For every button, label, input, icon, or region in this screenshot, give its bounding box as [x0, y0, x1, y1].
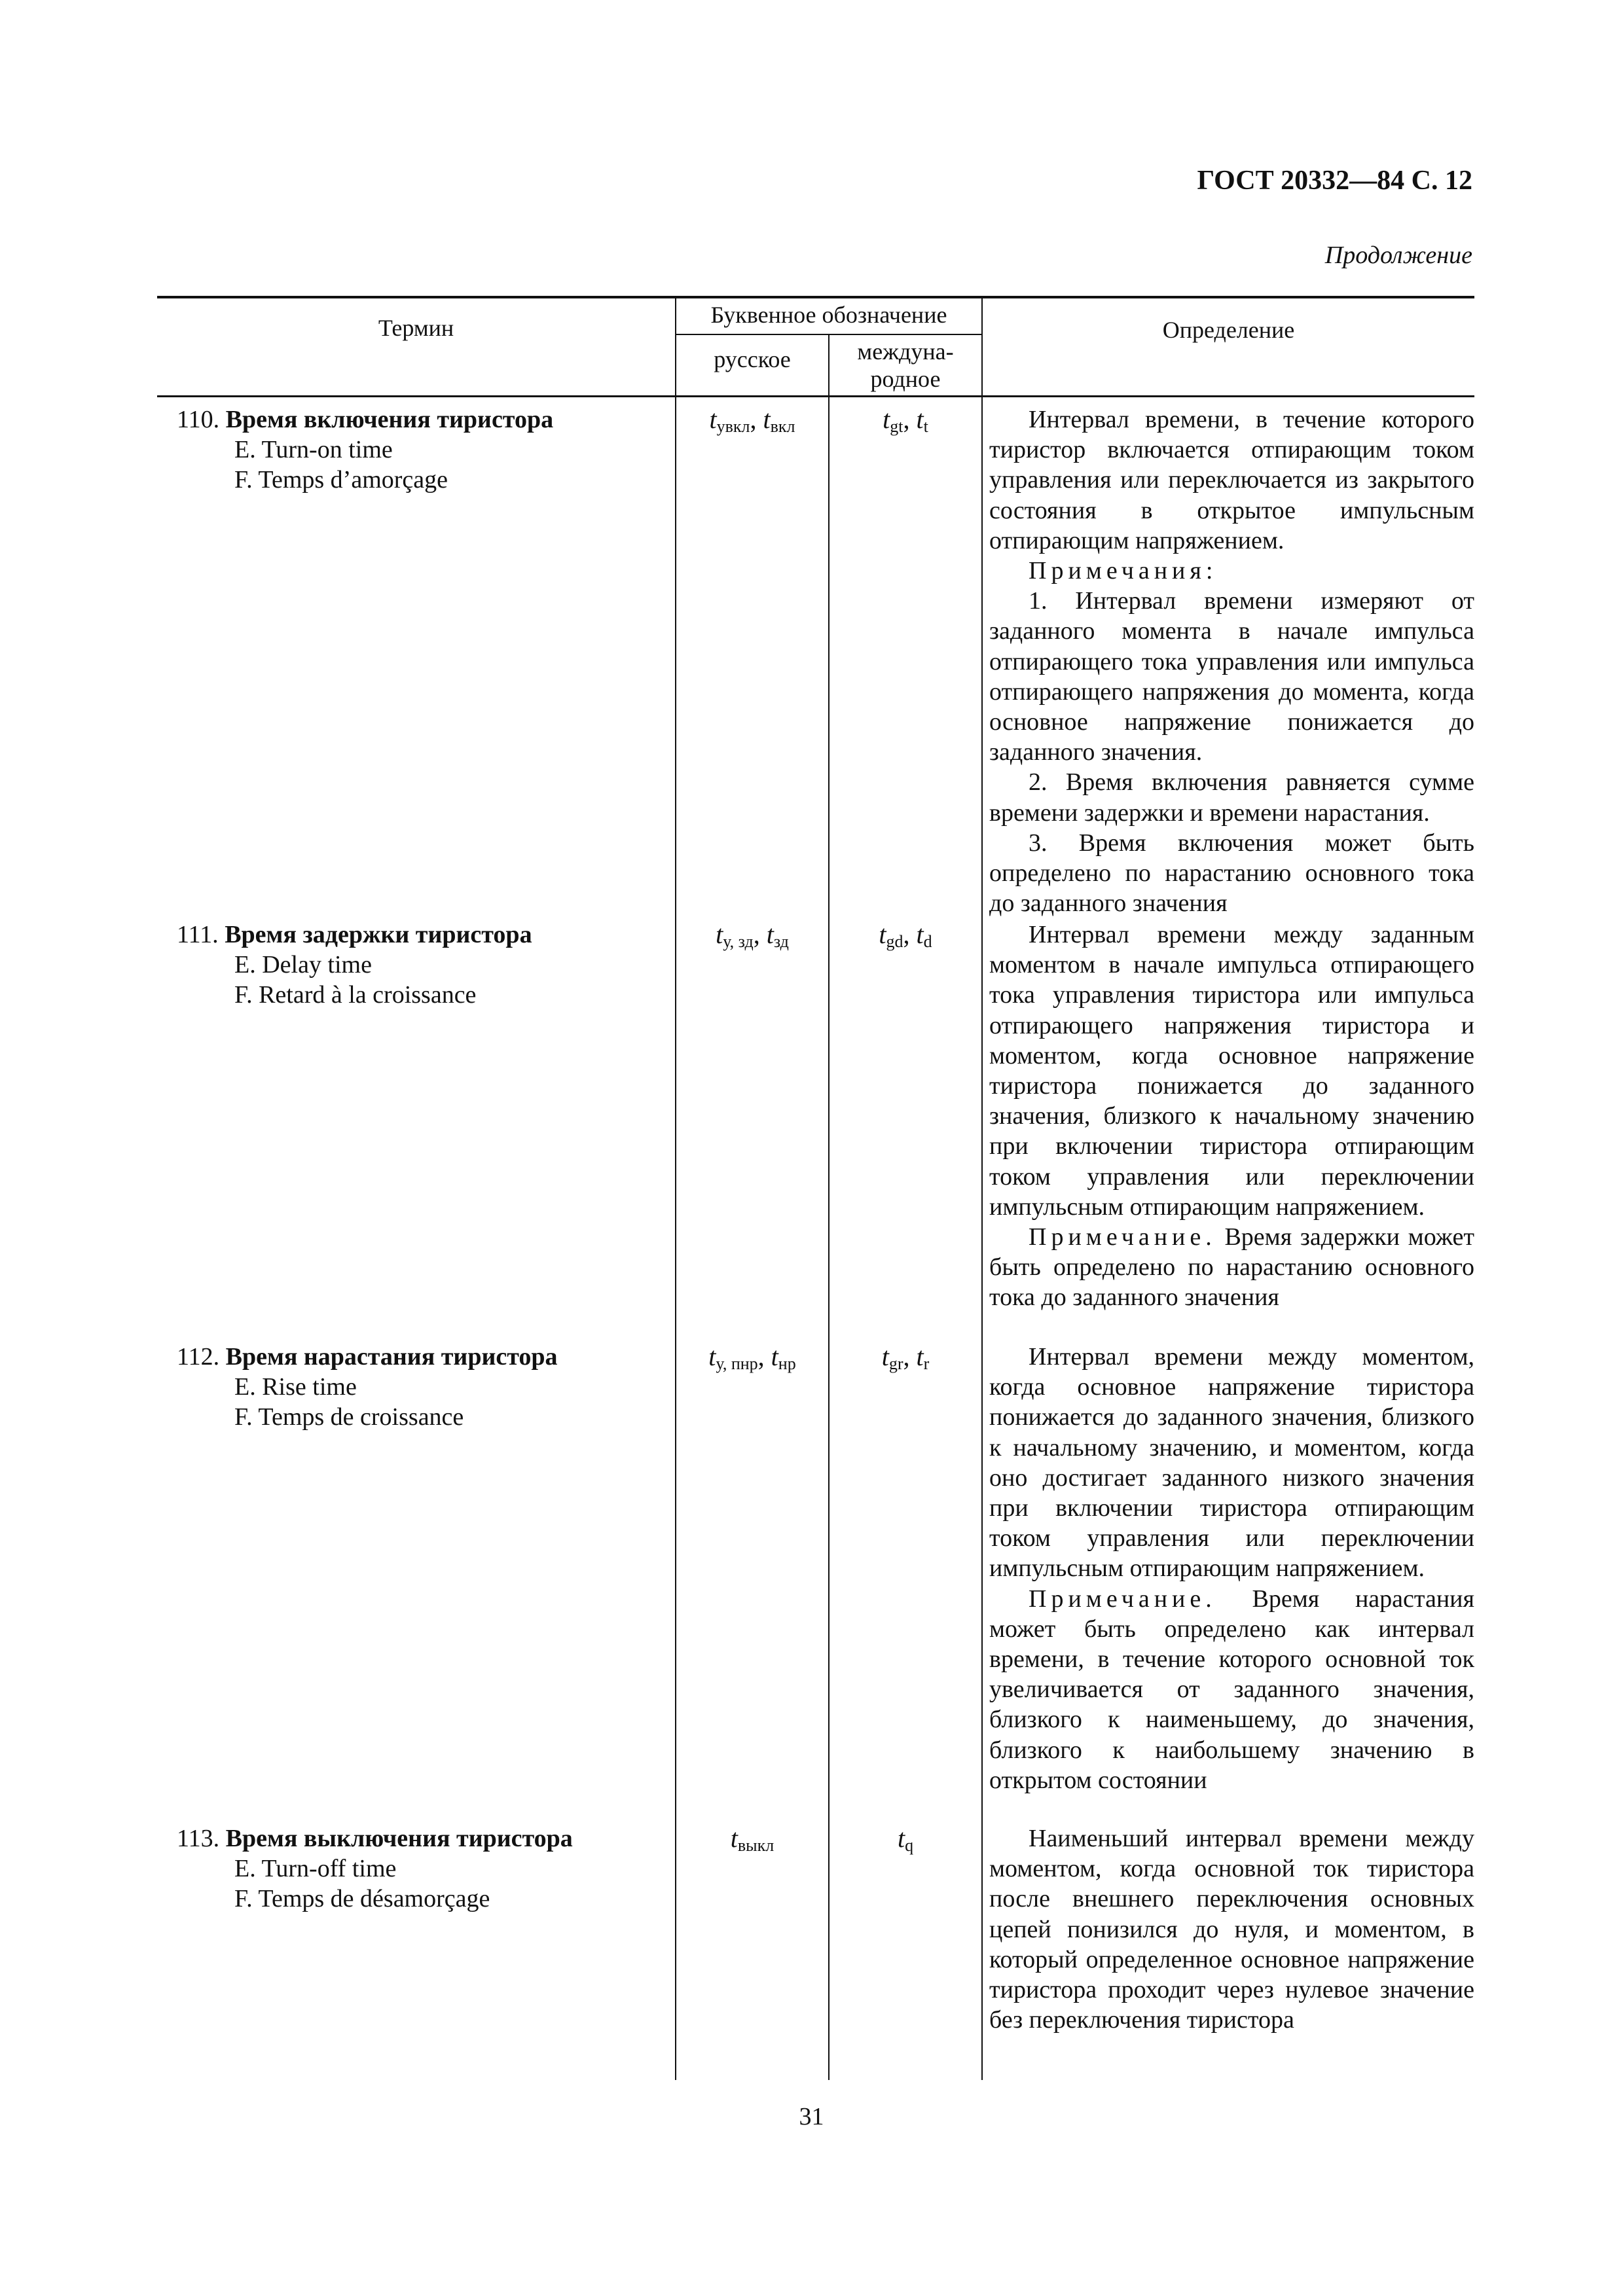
notes-heading: Примечания:: [1029, 557, 1218, 585]
column-divider-1: [675, 296, 676, 2080]
term-french: F. Temps de croissance: [234, 1403, 464, 1431]
term-cell: [177, 404, 674, 495]
term-french: F. Temps d’amorçage: [234, 466, 448, 493]
term-english: E. Turn-on time: [234, 436, 393, 463]
term-english: E. Turn-off time: [234, 1855, 397, 1882]
term-number: 110.: [177, 406, 220, 433]
term-number: 113.: [177, 1825, 220, 1852]
column-divider-2: [828, 334, 830, 2080]
symbol-international: $t_{gd}$, $t_d$: [879, 920, 932, 951]
note-text: Время нарастания может быть определено как интервал времени, в течение которого основной ток увеличивается от заданного значения, близкого к наименьшему, до значения, близкого к наибольшему значению в открытом состоянии: [989, 1585, 1474, 1794]
definition-cell: [989, 1823, 1474, 2035]
note-3: 3. Время включения может быть определено по нарастанию основного тока до заданного значения: [989, 829, 1474, 918]
term-number: 112.: [177, 1343, 220, 1371]
column-header-definition: Определение: [1162, 317, 1295, 343]
column-header-international-line2: родное: [870, 366, 941, 392]
definition-text: Интервал времени между заданным моментом в начале импульса отпирающего тока управления тиристора или импульса отпирающего напряжения тиристора и моментом, когда основное напряжение тиристора понижается до заданного значения, близкого к начальному значению при включении тиристора отпирающим током управления или переключении импульсным отпирающим напряжением.: [989, 921, 1474, 1221]
column-header-letter-designation: Буквенное обозначение: [710, 302, 947, 328]
symbol-international: $t_q$: [897, 1823, 914, 1855]
symbol-russian: $t_{у, зд}$, $t_{зд}$: [716, 920, 789, 951]
definition-text: Интервал времени между моментом, когда основное напряжение тиристора понижается до заданного значения, близкого к начальному значению, и моментом, когда оно достигает заданного низкого значения при включении тиристора отпирающим током управления или переключении импульсным отпирающим напряжением.: [989, 1343, 1474, 1583]
symbol-international: $t_{gt}$, $t_t$: [883, 404, 928, 436]
definition-cell: [989, 404, 1474, 918]
definition-text: Наименьший интервал времени между моментом, когда основной ток тиристора после внешнего переключения основных цепей понизился до нуля, и моментом, в который определенное основное напряжение тиристора проходит через нулевое значение без переключения тиристора: [989, 1825, 1474, 2034]
definition-text: Интервал времени, в течение которого тиристор включается отпирающим током управления или переключается из закрытого состояния в открытое импульсным отпирающим напряжением.: [989, 406, 1474, 554]
term-cell: [177, 1823, 674, 1914]
column-header-international-line1: междуна-: [857, 338, 954, 365]
note-text: Время задержки может быть определено по нарастанию основного тока до заданного значения: [989, 1223, 1474, 1312]
page-number: 31: [799, 2103, 824, 2130]
table-header-bottom-rule: [157, 395, 1474, 397]
term-russian: Время нарастания тиристора: [225, 1343, 558, 1371]
note: [989, 1584, 1474, 1795]
symbol-russian: $t_{выкл}$: [730, 1823, 775, 1855]
term-english: E. Delay time: [234, 951, 372, 978]
term-russian: Время включения тиристора: [225, 406, 554, 433]
term-russian: Время выключения тиристора: [225, 1825, 573, 1852]
symbol-international: $t_{gr}$, $t_r$: [881, 1342, 930, 1373]
continuation-label: Продолжение: [1324, 242, 1472, 269]
term-cell: [177, 1342, 674, 1432]
term-cell: [177, 920, 674, 1010]
term-number: 111.: [177, 921, 219, 948]
definition-cell: [989, 920, 1474, 1313]
column-divider-3: [981, 296, 983, 2080]
note-label: Примечание.: [1029, 1223, 1216, 1251]
note-2: 2. Время включения равняется сумме времени задержки и времени нарастания.: [989, 768, 1474, 827]
document-code: ГОСТ 20332—84 С. 12: [1197, 166, 1472, 196]
symbol-russian: $t_{у, пнр}$, $t_{нр}$: [708, 1342, 796, 1373]
note-1: 1. Интервал времени измеряют от заданного момента в начале импульса отпирающего тока управления или импульса отпирающего напряжения до момента, когда основное напряжение понижается до заданного значения.: [989, 587, 1474, 766]
definition-cell: [989, 1342, 1474, 1795]
term-english: E. Rise time: [234, 1373, 357, 1401]
column-header-russian: русское: [714, 346, 791, 372]
note-label: Примечание.: [1029, 1585, 1216, 1613]
term-french: F. Temps de désamorçage: [234, 1885, 490, 1912]
column-header-international: [830, 338, 981, 393]
column-header-term: Термин: [378, 315, 454, 341]
table-top-rule: [157, 296, 1474, 298]
note: [989, 1222, 1474, 1313]
term-russian: Время задержки тиристора: [225, 921, 532, 948]
term-french: F. Retard à la croissance: [234, 981, 477, 1009]
symbol-russian: $t_{увкл}$, $t_{вкл}$: [709, 404, 795, 436]
